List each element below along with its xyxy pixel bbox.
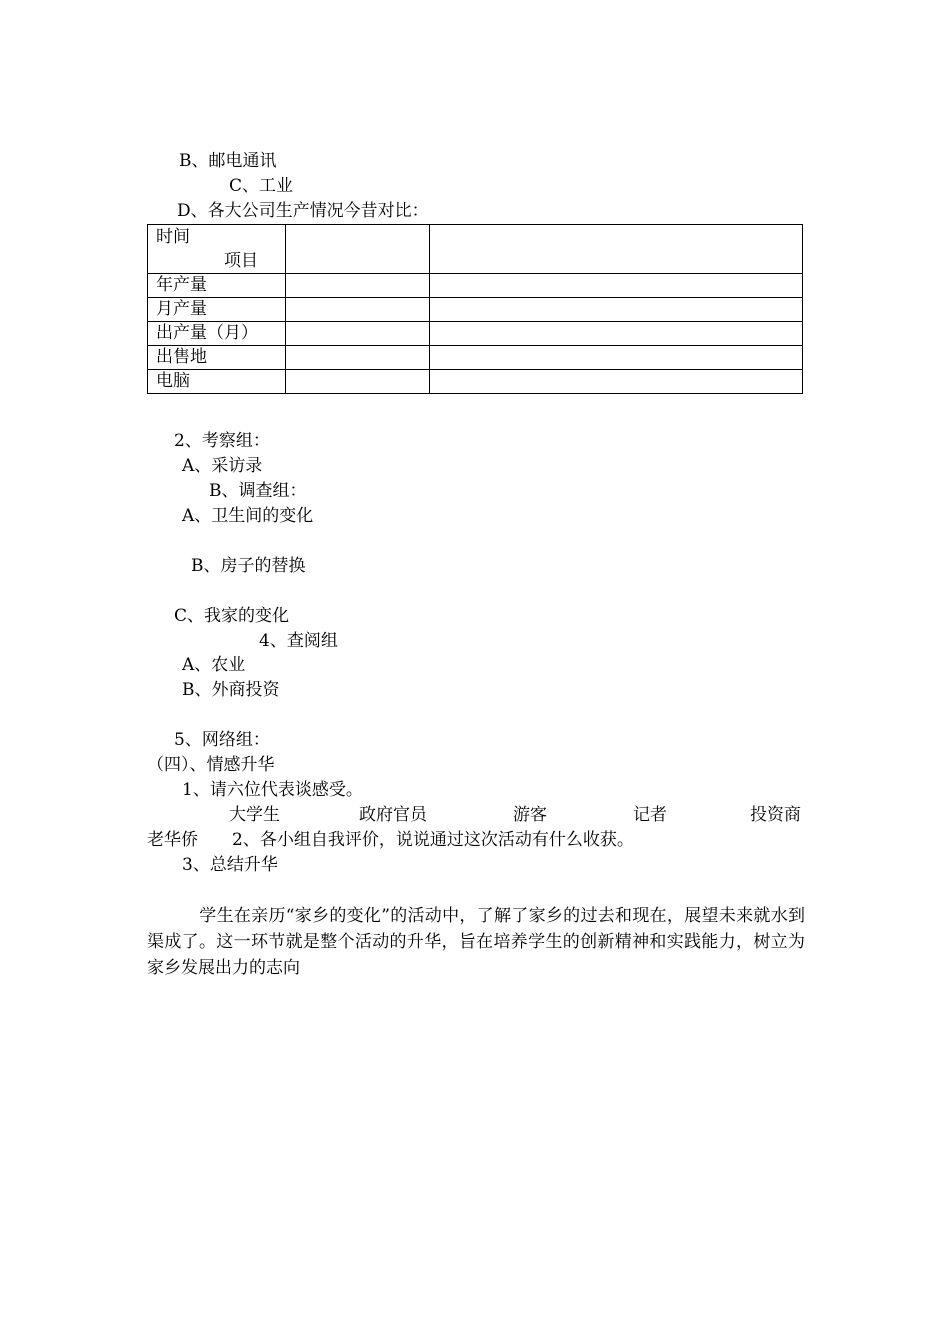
rep-university-student: 大学生 [229,805,280,825]
header-time: 时间 [156,227,190,247]
item-home-change: C、我家的变化 [174,606,290,626]
row-label: 电脑 [148,370,286,394]
item-foreign-investment: B、外商投资 [182,680,280,700]
table-cell [286,322,430,346]
table-cell [430,274,803,298]
item-industry: C、工业 [229,176,294,196]
table-row [148,298,803,322]
rep-tourist: 游客 [513,805,547,825]
rep-investor: 投资商 [750,805,801,825]
table-header-cell [148,225,286,274]
row-label: 出售地 [148,346,286,370]
table-cell [286,346,430,370]
heading-research-group: 4、查阅组 [259,631,338,651]
table-cell [430,322,803,346]
table-cell [286,274,430,298]
row-label: 月产量 [148,298,286,322]
summary-paragraph-text: 学生在亲历“家乡的变化”的活动中，了解了家乡的过去和现在，展望未来就水到渠成了。这一环节就是整个活动的升华，旨在培养学生的创新精神和实践能力，树立为家乡发展出力的志向 [147,906,805,978]
item-agriculture: A、农业 [182,655,246,675]
table-cell [430,298,803,322]
table-row [148,322,803,346]
summary-paragraph [147,903,805,981]
table-cell [430,346,803,370]
item-house-replacement: B、房子的替换 [191,556,306,576]
item-company-comparison: D、各大公司生产情况今昔对比： [177,201,429,221]
table-header-row [148,225,803,274]
rep-journalist: 记者 [633,805,667,825]
table-cell [286,370,430,394]
heading-inspection-group: 2、考察组： [174,431,270,451]
item-interview-record: A、采访录 [182,456,263,476]
table-cell [430,370,803,394]
table-cell [430,225,803,274]
row-label: 出产量（月） [148,322,286,346]
table-cell [286,298,430,322]
table-row [148,274,803,298]
heading-network-group: 5、网络组： [174,730,270,750]
row-label: 年产量 [148,274,286,298]
rep-government-official: 政府官员 [359,805,427,825]
item-post-telecom: B、邮电通讯 [179,151,277,171]
item-bathroom-change: A、卫生间的变化 [182,506,314,526]
item-six-representatives: 1、请六位代表谈感受。 [182,780,363,800]
table-row [148,346,803,370]
header-item: 项目 [224,251,258,271]
table-row [148,370,803,394]
item-summary: 3、总结升华 [182,855,278,875]
section-emotion-sublimation: （四）、情感升华 [147,755,275,775]
comparison-table [147,224,803,394]
heading-survey-group: B、调查组： [209,481,307,501]
table-cell [286,225,430,274]
item-self-evaluation: 老华侨 2、各小组自我评价，说说通过这次活动有什么收获。 [147,830,634,850]
